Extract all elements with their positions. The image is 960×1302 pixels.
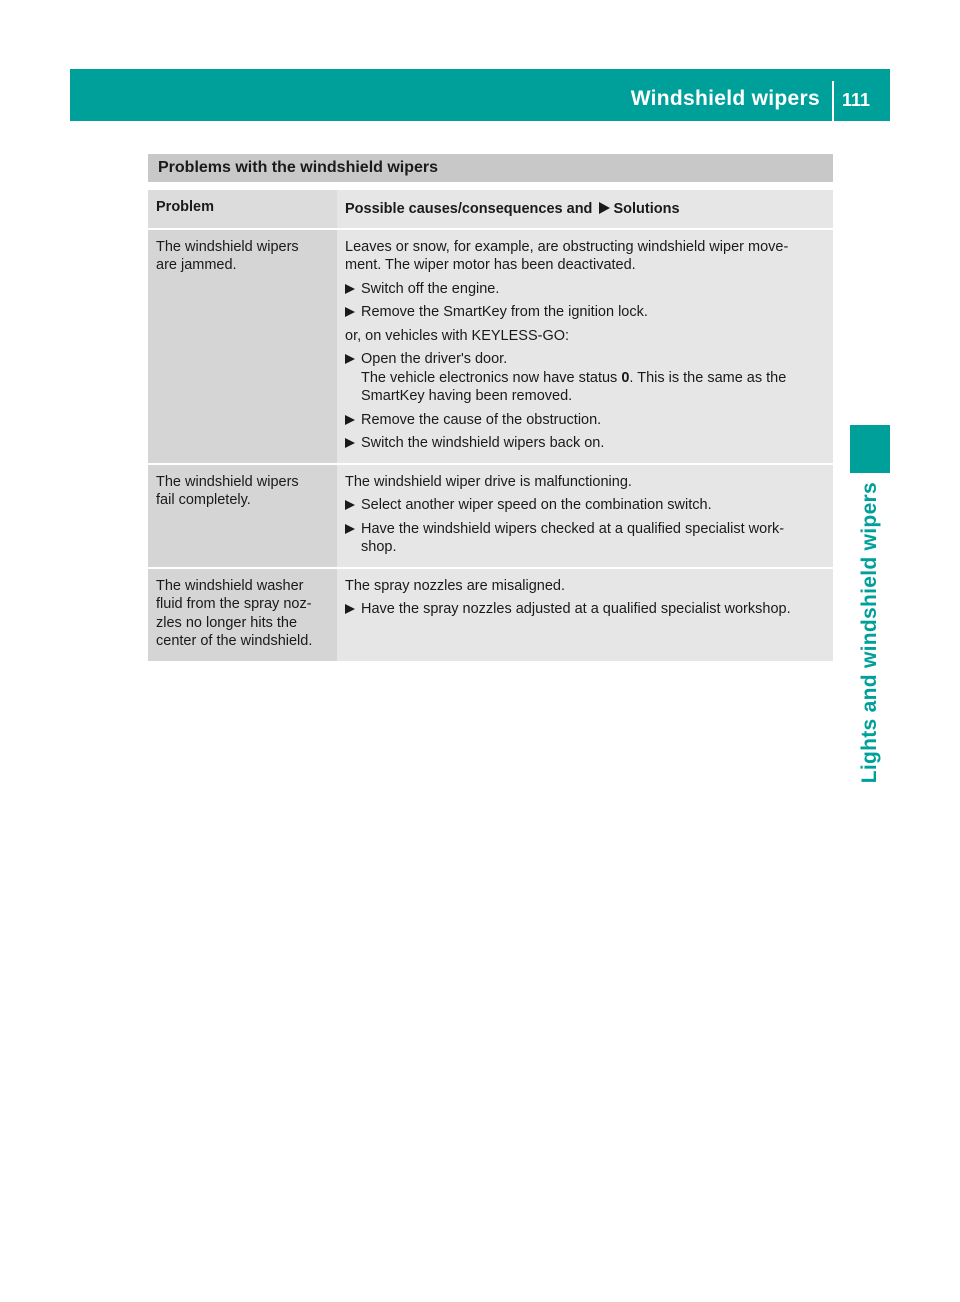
arrow-icon: [345, 284, 355, 294]
column-header-problem: [148, 190, 337, 228]
cause-text: The spray nozzles are misaligned.: [345, 577, 566, 594]
solution-step-text: Switch off the engine.: [361, 280, 500, 297]
problem-cell: [148, 569, 337, 661]
solution-step-line: shop.: [361, 539, 397, 555]
problem-line: The windshield wipers: [156, 473, 299, 490]
problem-line: are jammed.: [156, 257, 237, 273]
status-note: [361, 369, 825, 388]
side-tab-marker: [850, 425, 890, 473]
solution-cell: [337, 569, 833, 661]
chapter-title: Windshield wipers: [630, 87, 820, 110]
problem-line: The windshield washer: [156, 577, 304, 594]
status-note-post: . This is the same as the: [629, 369, 787, 386]
page-header-bar: [70, 69, 890, 121]
problems-table: [148, 188, 833, 663]
problem-cell: [148, 465, 337, 567]
solution-step-text: Switch the windshield wipers back on.: [361, 435, 605, 451]
side-tab: [850, 482, 890, 812]
arrow-icon: [599, 202, 610, 214]
status-note-pre: The vehicle electronics now have status: [361, 369, 618, 386]
arrow-icon: [345, 354, 355, 364]
status-value: 0: [621, 369, 630, 386]
table-row: [148, 230, 833, 463]
side-tab-label: Lights and windshield wipers: [858, 482, 881, 784]
solution-step: [345, 434, 825, 453]
problem-line: fail completely.: [156, 492, 251, 508]
cause-line: Leaves or snow, for example, are obstructing windshield wiper move-: [345, 238, 789, 255]
section-heading-text: Problems with the windshield wipers: [158, 159, 439, 176]
problem-line: center of the windshield.: [156, 633, 313, 649]
solution-step: [345, 600, 825, 619]
page-number: 111: [842, 90, 871, 110]
solution-step-text: Remove the SmartKey from the ignition lock.: [361, 304, 648, 320]
solution-step: [345, 520, 825, 557]
solution-step-text: Have the spray nozzles adjusted at a qualified specialist workshop.: [361, 601, 791, 617]
header-divider: [832, 81, 834, 121]
status-note-line2: SmartKey having been removed.: [361, 388, 573, 404]
cause-text: [345, 238, 825, 275]
column-header-solution-prefix: Possible causes/consequences and: [345, 201, 593, 217]
alternative-text: or, on vehicles with KEYLESS-GO:: [345, 327, 570, 344]
solution-step: [345, 496, 825, 515]
solution-step-line: Have the windshield wipers checked at a qualified specialist work-: [361, 520, 785, 537]
problem-line: fluid from the spray noz-: [156, 596, 312, 612]
solution-cell: [337, 230, 833, 463]
solution-step-text: Select another wiper speed on the combination switch.: [361, 497, 712, 513]
arrow-icon: [345, 307, 355, 317]
solution-step: [345, 350, 825, 406]
solution-step: [345, 280, 825, 299]
solution-step: [345, 303, 825, 322]
column-header-problem-label: Problem: [156, 199, 215, 215]
arrow-icon: [345, 438, 355, 448]
arrow-icon: [345, 604, 355, 614]
problem-line: zles no longer hits the: [156, 614, 298, 631]
solution-step-text: Open the driver's door.: [361, 351, 508, 367]
column-header-solution-suffix: Solutions: [613, 201, 680, 217]
arrow-icon: [345, 415, 355, 425]
arrow-icon: [345, 524, 355, 534]
solution-step: [345, 411, 825, 430]
table-header-row: [148, 190, 833, 228]
cause-text: The windshield wiper drive is malfunctioning.: [345, 473, 632, 490]
problem-cell: [148, 230, 337, 463]
arrow-icon: [345, 500, 355, 510]
table-row: [148, 569, 833, 661]
table-row: [148, 465, 833, 567]
cause-line: ment. The wiper motor has been deactivated.: [345, 257, 636, 273]
section-heading: [148, 154, 833, 182]
column-header-solution: [337, 190, 833, 228]
solution-cell: [337, 465, 833, 567]
solution-step-text: Remove the cause of the obstruction.: [361, 411, 602, 428]
problem-line: The windshield wipers: [156, 238, 299, 255]
